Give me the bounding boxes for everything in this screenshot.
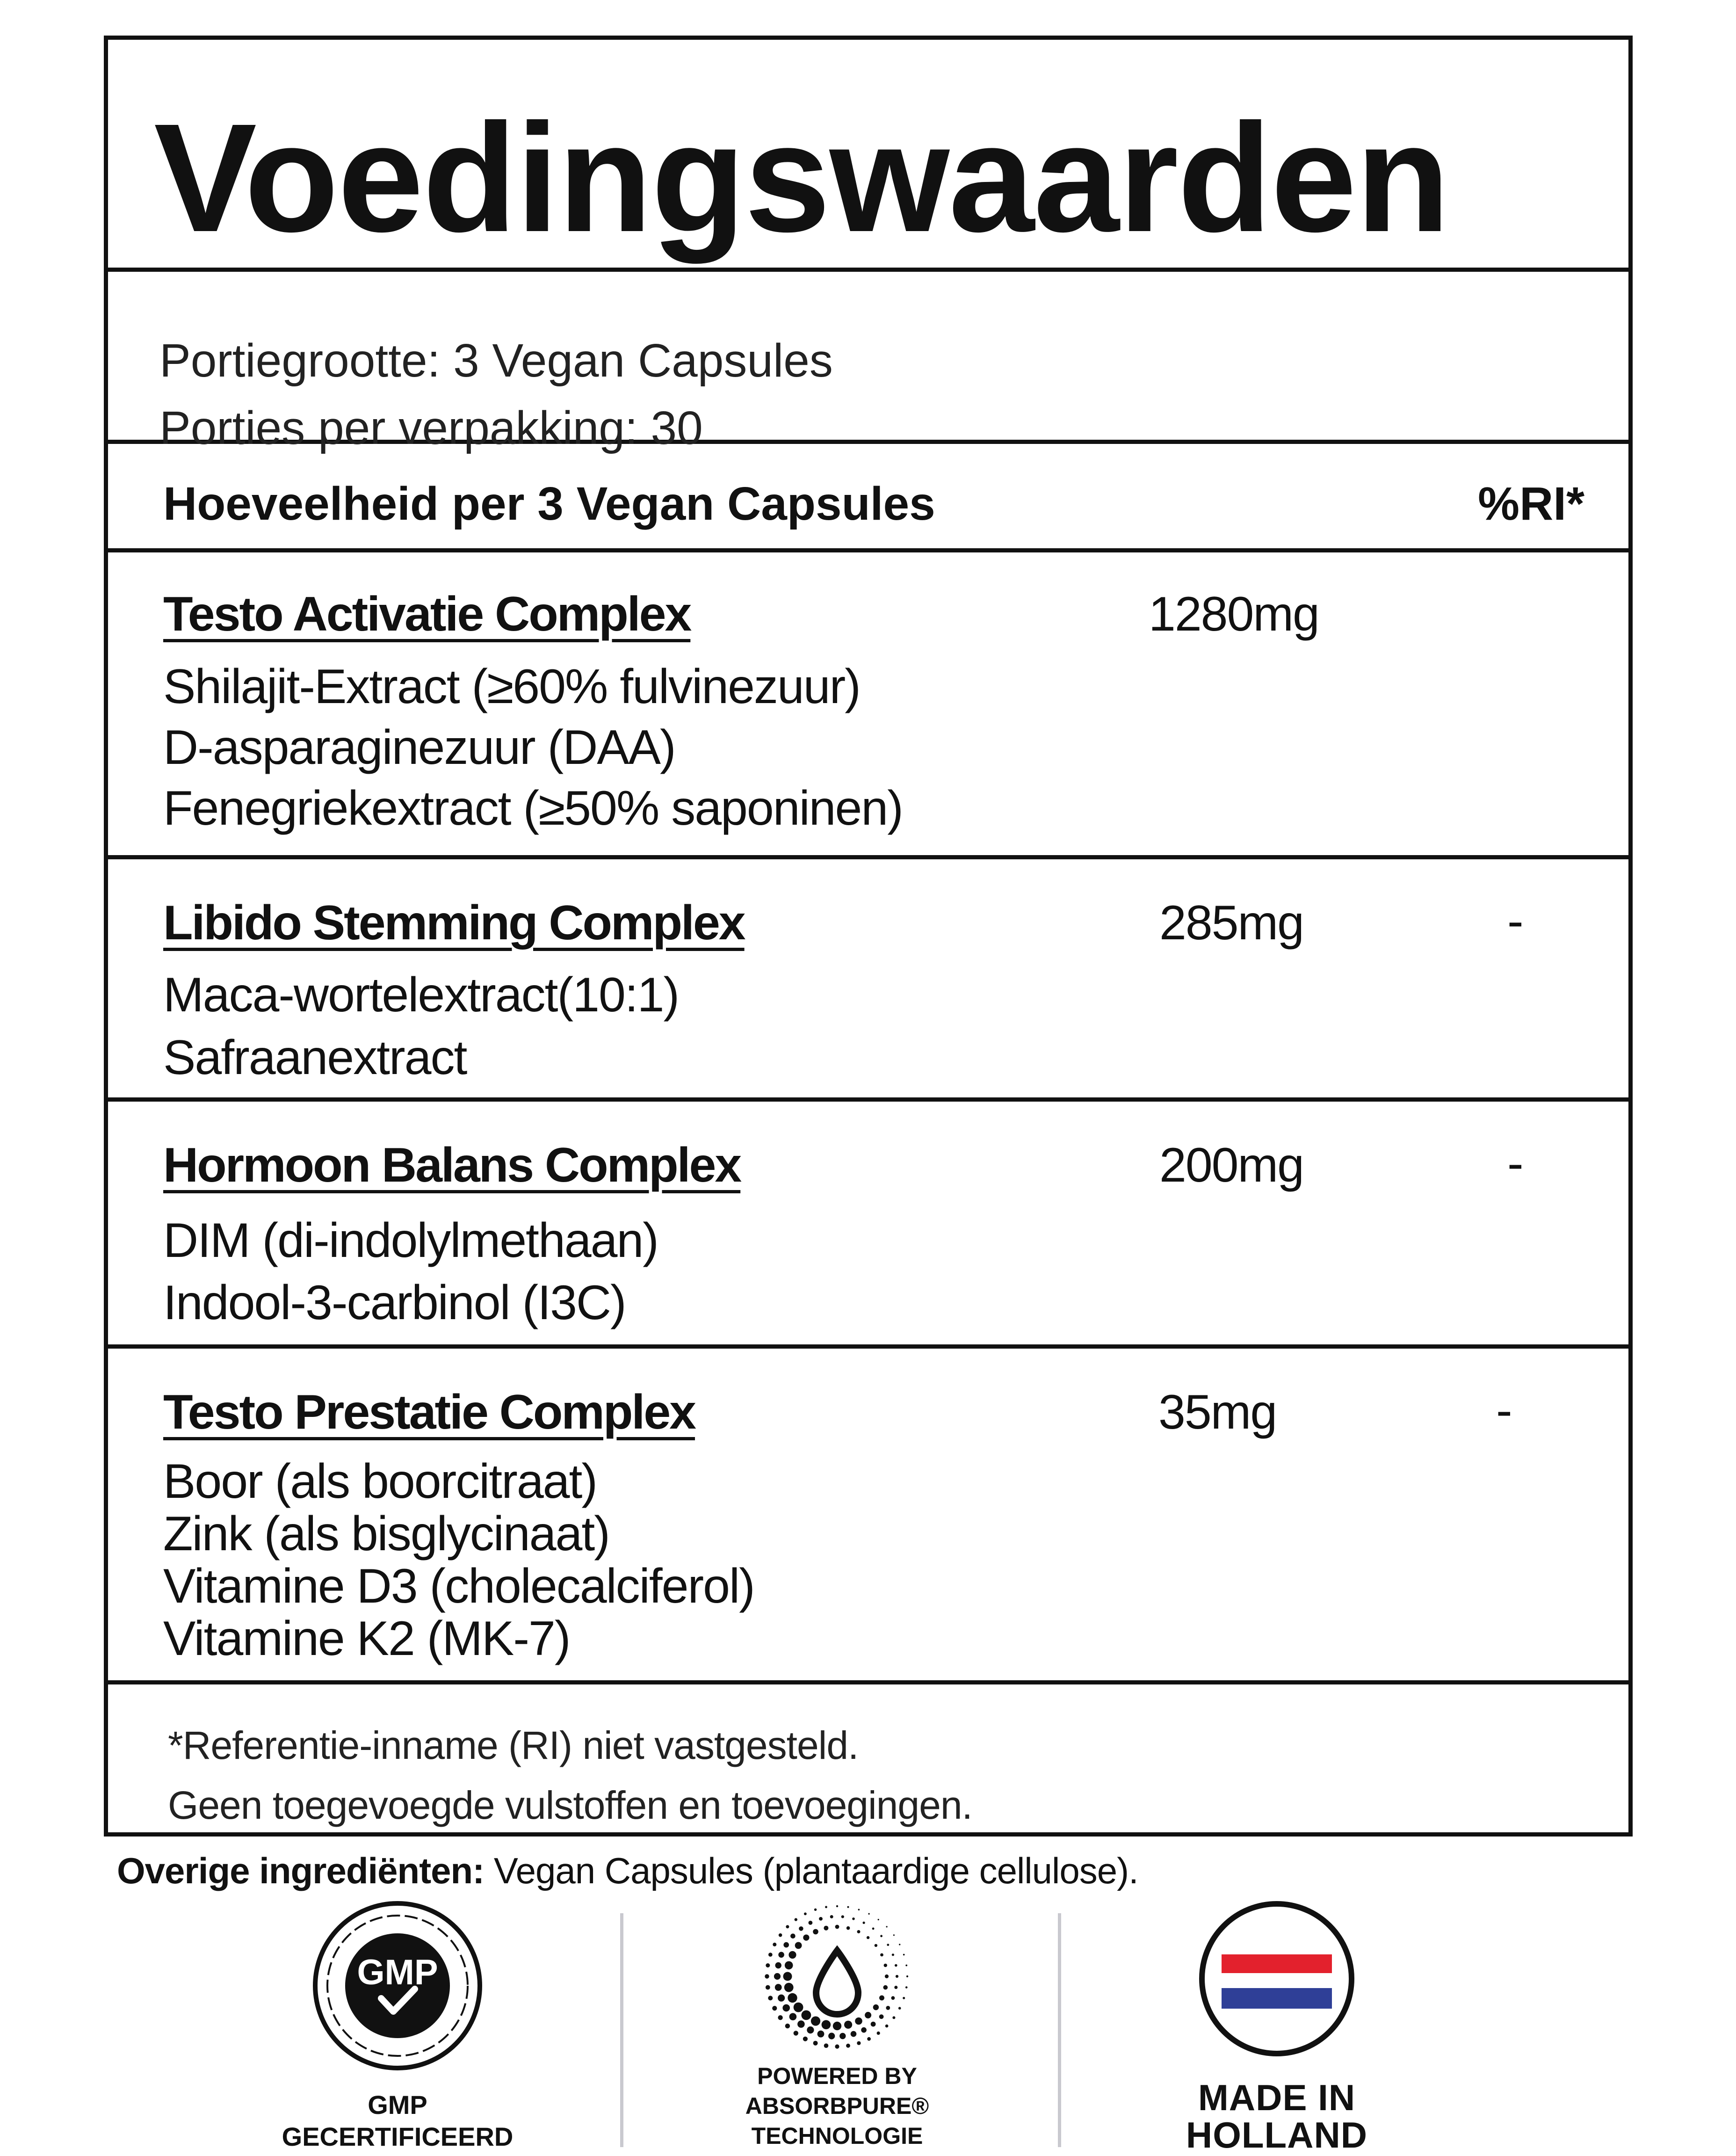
absorbpure-caption-2: ABSORBPURE® (745, 2093, 929, 2119)
absorbpure-badge (650, 1899, 1024, 2156)
decorative-dot (865, 2012, 871, 2018)
decorative-dot (795, 1918, 797, 1921)
decorative-dot (883, 1985, 888, 1990)
ingredient-line: Vitamine K2 (MK-7) (163, 1612, 570, 1666)
decorative-dot (809, 1921, 813, 1925)
page-title: Voedingswaarden (154, 91, 1449, 264)
ri-footnote: *Referentie-inname (RI) niet vastgesteld. (168, 1723, 859, 1767)
decorative-dot (779, 1933, 782, 1937)
ingredient-line: Maca-wortelextract(10:1) (163, 968, 679, 1022)
servings-per-package: Porties per verpakking: 30 (159, 402, 703, 454)
decorative-dot (863, 1922, 865, 1924)
gmp-caption-2: GECERTIFICEERD (282, 2122, 514, 2151)
decorative-dot (775, 1962, 781, 1968)
no-additives-note: Geen toegevoegde vulstoffen en toevoegingen. (168, 1783, 972, 1827)
decorative-dot (846, 2044, 850, 2048)
decorative-dot (887, 1944, 889, 1946)
decorative-dot (886, 1926, 888, 1927)
decorative-dot (799, 1926, 803, 1931)
decorative-dot (898, 2007, 901, 2010)
ingredient-line: Safraanextract (163, 1031, 467, 1085)
amount-per-serving-header: Hoeveelheid per 3 Vegan Capsules (163, 478, 935, 530)
decorative-dot (877, 2032, 880, 2035)
absorbpure-caption-3: TECHNOLOGIE (751, 2123, 923, 2149)
decorative-dot (778, 2015, 782, 2020)
decorative-dot (895, 1964, 897, 1967)
decorative-dot (903, 1997, 905, 1999)
decorative-dot (875, 1944, 877, 1947)
decorative-dot (804, 1912, 807, 1915)
other-ingredients-label: Overige ingrediënten: (117, 1850, 485, 1891)
decorative-dot (893, 1934, 895, 1936)
complex-row (108, 1102, 1628, 1349)
decorative-dot (814, 1909, 817, 1911)
decorative-dot (879, 2014, 884, 2019)
decorative-dot (861, 2027, 867, 2033)
decorative-dot (880, 1953, 883, 1957)
decorative-dot (817, 2031, 825, 2038)
decorative-dot (788, 1993, 797, 2003)
serving-size: Portiegrootte: 3 Vegan Capsules (159, 334, 833, 387)
decorative-dot (813, 1929, 818, 1935)
decorative-dot (851, 2031, 857, 2037)
other-ingredients-value: Vegan Capsules (plantaardige cellulose). (484, 1850, 1138, 1891)
decorative-dot (903, 1954, 905, 1956)
complex-amount: 200mg (1159, 1138, 1303, 1192)
title-section (108, 40, 1628, 272)
gmp-badge (210, 1899, 585, 2156)
decorative-dot (844, 2021, 852, 2029)
other-ingredients (117, 1852, 1138, 1889)
serving-section (108, 272, 1628, 454)
table-header (108, 444, 1628, 552)
decorative-dot (828, 2033, 835, 2039)
decorative-dot (872, 1928, 875, 1930)
absorption-droplet-icon (760, 1899, 914, 2054)
ingredient-line: Shilajit-Extract (≥60% fulvinezuur) (163, 660, 860, 714)
decorative-dot (835, 2044, 839, 2048)
decorative-dot (766, 1985, 770, 1990)
decorative-dot (824, 1926, 828, 1931)
decorative-dot (847, 1906, 849, 1908)
decorative-dot (766, 1963, 770, 1967)
decorative-dot (790, 1934, 796, 1939)
decorative-dot (824, 2043, 829, 2048)
decorative-dot (896, 1975, 898, 1978)
decorative-dot (871, 2022, 876, 2027)
decorative-dot (813, 2041, 818, 2046)
badge-divider (620, 1913, 623, 2147)
complex-name: Hormoon Balans Complex (163, 1138, 741, 1192)
complex-name: Testo Prestatie Complex (163, 1385, 695, 1439)
badge-divider (1058, 1913, 1061, 2147)
decorative-dot (803, 2037, 808, 2041)
ingredient-line: Vitamine D3 (cholecalciferol) (163, 1559, 754, 1613)
decorative-dot (892, 1953, 894, 1956)
decorative-dot (768, 1953, 773, 1957)
decorative-dot (885, 1975, 889, 1978)
decorative-dot (773, 1943, 776, 1946)
decorative-dot (885, 2025, 889, 2028)
holland-caption-1: MADE IN (1198, 2077, 1356, 2118)
decorative-dot (765, 1974, 769, 1978)
decorative-dot (839, 2033, 846, 2039)
decorative-dot (857, 1930, 861, 1933)
complex-ri-value: - (1496, 1383, 1512, 1437)
decorative-dot (880, 1935, 882, 1937)
ingredient-line: D-asparaginezuur (DAA) (163, 720, 675, 775)
decorative-dot (811, 2016, 820, 2025)
decorative-dot (803, 1935, 809, 1941)
decorative-dot (783, 1972, 792, 1981)
complex-row (108, 859, 1628, 1102)
decorative-dot (884, 1964, 887, 1967)
decorative-dot (797, 2020, 805, 2028)
decorative-dot (775, 1984, 782, 1991)
decorative-dot (886, 2006, 890, 2010)
complex-row (108, 1349, 1628, 1684)
complex-amount: 285mg (1159, 896, 1303, 950)
footnote-section (108, 1684, 1628, 1841)
decorative-dot (785, 2024, 790, 2028)
decorative-dot (782, 2004, 790, 2012)
decorative-dot (894, 1986, 897, 1989)
decorative-dot (836, 1905, 838, 1907)
ingredient-line: Indool-3-carbinol (I3C) (163, 1276, 626, 1330)
decorative-dot (819, 1917, 823, 1921)
decorative-dot (855, 2018, 862, 2025)
ingredient-line: DIM (di-indolylmethaan) (163, 1213, 658, 1268)
complex-ri-value: - (1507, 1136, 1524, 1191)
nutrition-facts-panel (104, 36, 1633, 1837)
decorative-dot (852, 1917, 855, 1920)
decorative-dot (784, 1983, 794, 1992)
decorative-dot (783, 1942, 789, 1948)
decorative-dot (794, 2003, 803, 2012)
decorative-dot (873, 2004, 879, 2010)
decorative-dot (841, 1915, 844, 1918)
decorative-dot (867, 2037, 871, 2041)
ingredient-line: Fenegriekextract (≥50% saponinen) (163, 781, 903, 835)
holland-badge (1090, 1899, 1464, 2156)
decorative-dot (835, 1925, 839, 1929)
decorative-dot (858, 1909, 860, 1911)
absorbpure-caption-1: POWERED BY (757, 2063, 917, 2089)
decorative-dot (789, 2013, 797, 2020)
complex-amount: 35mg (1158, 1385, 1277, 1439)
decorative-dot (778, 1952, 784, 1958)
decorative-dot (825, 1906, 827, 1908)
ingredient-line: Zink (als bisglycinaat) (163, 1507, 609, 1561)
decorative-dot (774, 1973, 781, 1980)
decorative-dot (857, 2041, 861, 2045)
decorative-dot (879, 1996, 884, 2001)
decorative-dot (833, 2022, 841, 2030)
ri-header: %RI* (1478, 478, 1584, 530)
complex-name: Testo Activatie Complex (163, 587, 691, 641)
certification-badges (0, 1899, 1736, 2156)
decorative-dot (794, 2031, 798, 2035)
decorative-dot (778, 1995, 785, 2002)
complex-amount: 1280mg (1149, 587, 1319, 641)
gmp-caption-1: GMP (368, 2090, 427, 2120)
decorative-dot (822, 2020, 831, 2030)
decorative-dot (768, 1996, 773, 2000)
complex-ri-value: - (1507, 894, 1524, 948)
gmp-seal-text: GMP (357, 1953, 438, 1992)
decorative-dot (785, 1961, 793, 1970)
decorative-dot (802, 2011, 811, 2020)
complex-row (108, 552, 1628, 859)
decorative-dot (906, 1975, 908, 1977)
decorative-dot (846, 1926, 850, 1930)
decorative-dot (867, 1936, 869, 1939)
decorative-dot (905, 1965, 907, 1967)
decorative-dot (892, 2016, 895, 2019)
decorative-dot (772, 2006, 777, 2011)
decorative-dot (878, 1919, 879, 1920)
decorative-dot (899, 1944, 900, 1945)
decorative-dot (905, 1986, 908, 1989)
gmp-seal-icon (311, 1899, 484, 2072)
complex-name: Libido Stemming Complex (163, 896, 745, 950)
decorative-dot (807, 2026, 814, 2033)
decorative-dot (788, 1951, 796, 1959)
ingredient-line: Boor (als boorcitraat) (163, 1454, 597, 1509)
decorative-dot (786, 1925, 789, 1928)
dutch-flag-icon (1197, 1899, 1356, 2058)
decorative-dot (795, 1942, 802, 1949)
decorative-dot (891, 1996, 895, 2000)
holland-caption-2: HOLLAND (1186, 2114, 1368, 2156)
decorative-dot (868, 1913, 869, 1915)
decorative-dot (830, 1915, 833, 1918)
